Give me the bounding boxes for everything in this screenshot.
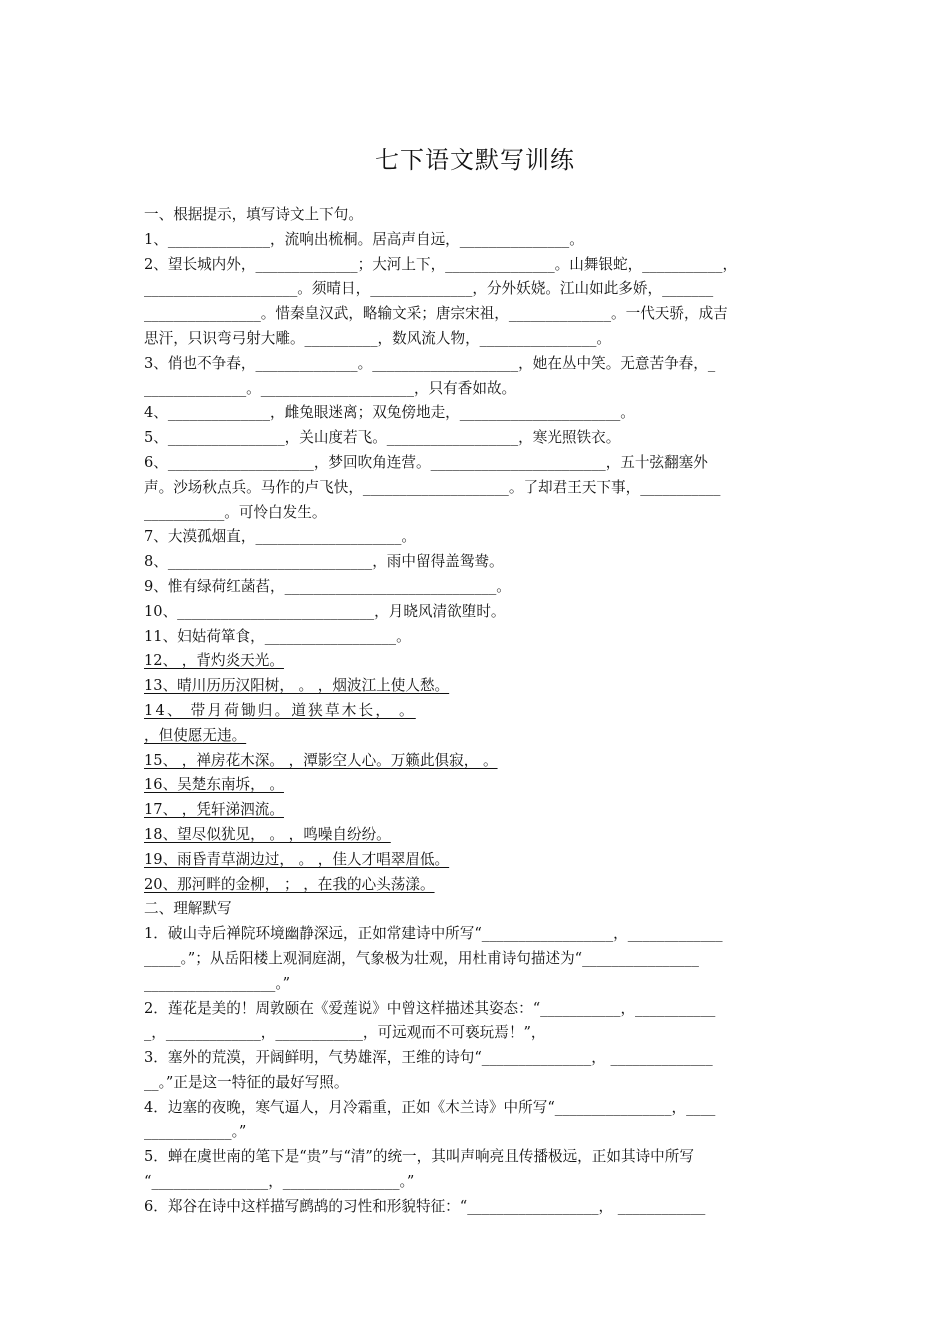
text-line: 14、 带月荷锄归。道狭草木长， 。 — [144, 701, 416, 719]
text-line: ，但使愿无违。 — [144, 726, 247, 744]
text-line: 12、 ，背灼炎天光。 — [144, 652, 284, 670]
text-line: 6、____________________，梦回吹角连营。________________________，五十弦翻塞外 — [144, 453, 708, 471]
text-line: ______________。_____________________，只有香如故。 — [144, 379, 517, 397]
text-line: __________________。” — [144, 974, 291, 992]
text-line: ________________。惜秦皇汉武，略输文采；唐宗宋祖，______________。一代天骄，成吉 — [144, 305, 728, 323]
text-line: 1．破山寺后禅院环境幽静深远，正如常建诗中所写“__________________，_____________ — [144, 925, 723, 943]
text-line: 20、那河畔的金柳， ； ，在我的心头荡漾。 — [144, 875, 435, 893]
text-line: 17、 ，凭轩涕泗流。 — [144, 801, 284, 819]
page-title: 七下语文默写训练 — [375, 146, 575, 174]
text-line: 19、雨昏青草湖边过， 。 ，佳人才唱翠眉低。 — [144, 850, 450, 868]
text-line: “________________，________________。” — [144, 1173, 415, 1191]
text-line: 3．塞外的荒漠，开阔鲜明，气势雄浑，王维的诗句“_______________， ______________ — [144, 1049, 713, 1067]
text-line: _____________________。须晴日，______________，分外妖娆。江山如此多娇，_______ — [144, 280, 714, 298]
text-line: 5．蝉在虞世南的笔下是“贵”与“清”的统一，其叫声响亮且传播极远，正如其诗中所写 — [144, 1148, 694, 1166]
text-line: 13、晴川历历汉阳树， 。 ，烟波江上使人愁。 — [144, 677, 450, 695]
text-line: 9、惟有绿荷红菡萏，_____________________________。 — [144, 577, 511, 595]
text-line: 2．莲花是美的！周敦颐在《爱莲说》中曾这样描述其姿态：“___________，___________ — [144, 999, 716, 1017]
text-line: 8、____________________________，雨中留得盖鸳鸯。 — [144, 553, 504, 571]
exercise-body — [144, 203, 824, 1220]
text-line: 2、望长城内外，______________；大河上下，_______________。山舞银蛇，___________， — [144, 255, 738, 273]
text-line: 15、 ，禅房花木深。 ，潭影空人心。万籁此俱寂， 。 — [144, 751, 498, 769]
text-line: 声。沙场秋点兵。马作的卢飞快，____________________。了却君王天下事，___________ — [144, 478, 721, 496]
text-line: 5、________________，关山度若飞。__________________，寒光照铁衣。 — [144, 429, 621, 447]
text-line: _，_____________，____________，可远观而不可亵玩焉！”， — [144, 1024, 546, 1042]
text-line: _____。”；从岳阳楼上观洞庭湖，气象极为壮观，用杜甫诗句描述为“________________ — [144, 949, 699, 967]
text-line: 二、理解默写 — [144, 900, 232, 918]
text-line: 3、俏也不争春，______________。____________________，她在丛中笑。无意苦争春，_ — [144, 354, 716, 372]
text-line: 一、根据提示，填写诗文上下句。 — [144, 206, 363, 223]
text-line: 6．郑谷在诗中这样描写鹧鸪的习性和形貌特征：“__________________， ____________ — [144, 1197, 706, 1215]
text-line: 思汗，只识弯弓射大雕。__________，数风流人物，________________。 — [144, 329, 612, 347]
text-line: 4、______________，雌兔眼迷离；双兔傍地走，______________________。 — [144, 404, 635, 422]
text-line: 4．边塞的夜晚，寒气逼人，月冷霜重，正如《木兰诗》中所写“________________，____ — [144, 1098, 716, 1116]
text-line: ____________。” — [144, 1123, 247, 1141]
text-line: 10、___________________________，月晓风清欲堕时。 — [144, 602, 506, 620]
text-line: 11、妇姑荷箪食，__________________。 — [144, 627, 411, 645]
text-line: __。”正是这一特征的最好写照。 — [144, 1073, 349, 1091]
text-line: 7、大漠孤烟直，____________________。 — [144, 528, 416, 546]
text-line: 1、______________，流响出梳桐。居高声自远，_______________。 — [144, 230, 584, 248]
text-line: ___________。可怜白发生。 — [144, 503, 327, 521]
text-line: 16、吴楚东南坼， 。 — [144, 776, 284, 794]
text-line: 18、望尽似犹见， 。 ，鸣噪自纷纷。 — [144, 825, 391, 843]
